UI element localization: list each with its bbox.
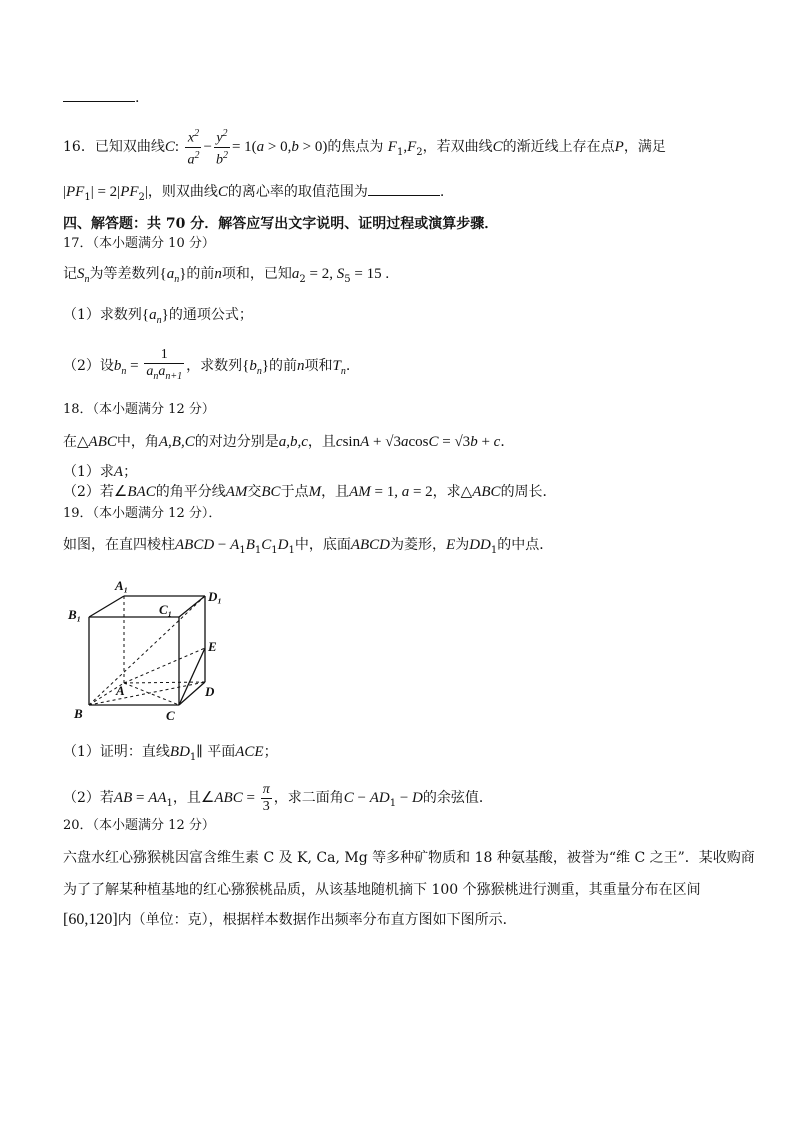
label-E: E bbox=[208, 639, 217, 654]
label-D: D bbox=[205, 684, 215, 699]
q17-stem: 记$S_n$为等差数列$\{a_n\}$的前n项和，已知$a_2 = 2$, $S_5 = 15$ . bbox=[63, 266, 390, 285]
q17-text: 项和 bbox=[304, 358, 333, 374]
q18-text: ，且 bbox=[307, 434, 336, 450]
label-C: C bbox=[166, 708, 175, 723]
q19-text: （2）若 bbox=[63, 790, 114, 806]
q19-text: 的中点． bbox=[497, 537, 554, 553]
q18-text: 于点 bbox=[280, 484, 309, 500]
q18-part2: （2）若∠BAC的角平分线AM交BC于点M，且AM = 1, a = 2，求△ABC的周长． bbox=[63, 484, 557, 500]
q19-text: （1）证明：直线 bbox=[63, 744, 170, 760]
q16-text: ，则双曲线 bbox=[147, 184, 218, 200]
q20-line2: 为了了解某种植基地的红心猕猴桃品质，从该基地随机摘下 100 个猕猴桃进行测重，其重量分布在区间 bbox=[63, 882, 701, 898]
q17-text: 为等差数列 bbox=[89, 266, 160, 282]
q16-text: 的离心率的取值范围为 bbox=[227, 184, 368, 200]
q16-text: ，满足 bbox=[623, 139, 666, 156]
q16-text: 已知双曲线 bbox=[94, 139, 165, 156]
fraction-x2-a2: $\frac{x^2}{a^2}$ bbox=[187, 128, 200, 168]
interval: [60,120] bbox=[63, 911, 118, 928]
q18-text: ． bbox=[500, 434, 515, 450]
q18-header: 18．（本小题满分 12 分） bbox=[63, 402, 215, 417]
q17-header: 17．（本小题满分 10 分） bbox=[63, 236, 215, 251]
q17-text: . bbox=[345, 358, 351, 374]
q18-part1: （1）求A； bbox=[63, 464, 138, 480]
q17-text: （2）设 bbox=[63, 358, 114, 374]
q19-text: ，且 bbox=[172, 790, 201, 806]
q17-text: （1）求数列 bbox=[63, 307, 142, 323]
q16-line1: 16．已知双曲线C: $\frac{x^2}{a^2}$ − $\frac{y^2}{b^2}$ = 1(a > 0,b > 0)的焦点为 $F_1,F_2$，若双曲线C的渐近线上存在点P，满足 bbox=[63, 128, 666, 168]
q16-line2: $|PF_1| = 2|PF_2|$，则双曲线C的离心率的取值范围为 . bbox=[63, 184, 445, 203]
label-A: A bbox=[116, 683, 125, 698]
q17-text: ，求数列 bbox=[186, 358, 243, 374]
q17-text: 的通项公式； bbox=[168, 307, 253, 323]
q17-text: 项和，已知 bbox=[221, 266, 292, 282]
q19-text: 中，底面 bbox=[294, 537, 351, 553]
q20-header: 20．（本小题满分 12 分） bbox=[63, 818, 215, 833]
fraction-1-anan1: $\frac{1}{a_na_{n+1}}$ bbox=[146, 347, 183, 382]
label-B1: B₁ bbox=[68, 607, 82, 622]
q18-text: （1）求 bbox=[63, 464, 114, 480]
q15-period: . bbox=[135, 90, 140, 106]
q19-text: ，求二面角 bbox=[273, 790, 344, 806]
label-C1: C₁ bbox=[159, 602, 173, 617]
q18-text: （2）若 bbox=[63, 484, 114, 500]
fraction-pi-3: $\frac{\pi}{3}$ bbox=[262, 781, 270, 814]
fraction-y2-b2: $\frac{y^2}{b^2}$ bbox=[215, 128, 228, 168]
q17-text: 的前 bbox=[269, 358, 298, 374]
q19-text: 的余弦值． bbox=[422, 790, 493, 806]
q18-text: 的对边分别是 bbox=[194, 434, 279, 450]
q19-part1: （1）证明：直线$BD_1\parallel$ 平面ACE； bbox=[63, 744, 278, 763]
q19-part2: （2）若AB = $AA_1$，且∠ABC = $\frac{\pi}{3}$ ，求二面角$C - AD_1 - D$的余弦值． bbox=[63, 781, 493, 814]
q18-text: 交 bbox=[247, 484, 262, 500]
q17-part1: （1）求数列$\{a_n\}$的通项公式； bbox=[63, 307, 253, 326]
q18-text: ，求 bbox=[432, 484, 461, 500]
q18-text: 的周长． bbox=[500, 484, 557, 500]
q20-line1: 六盘水红心猕猴桃因富含维生素 C 及 K, Ca, Mg 等多种矿物质和 18 种氨基酸，被誉为“维 C 之王”．某收购商 bbox=[63, 850, 755, 866]
q20-line3 bbox=[63, 910, 517, 930]
q19-stem: 如图，在直四棱柱ABCD − $A_1B_1C_1D_1$中，底面ABCD为菱形，E为$DD_1$的中点． bbox=[63, 537, 554, 556]
q19-text: ∥ 平面 bbox=[196, 744, 236, 760]
q19-text: 如图，在直四棱柱 bbox=[63, 537, 175, 553]
q19-text: 为菱形， bbox=[390, 537, 447, 553]
q18-stem: 在△ABC中，角A,B,C的对边分别是a,b,c，且csinA + √3acosC = √3b + c． bbox=[63, 434, 515, 450]
q18-text: ； bbox=[123, 464, 138, 480]
q18-text: 的角平分线 bbox=[155, 484, 226, 500]
label-B: B bbox=[74, 706, 83, 721]
q18-text: ，且 bbox=[321, 484, 350, 500]
q17-part2: （2）设$b_n$ = $\frac{1}{a_na_{n+1}}$ ，求数列$\{b_n\}$的前n项和$T_n$. bbox=[63, 346, 350, 392]
label-A1: A₁ bbox=[115, 578, 129, 593]
section-heading: 四、解答题：共 70 分．解答应写出文字说明、证明过程或演算步骤． bbox=[63, 216, 499, 232]
q18-text: 中，角 bbox=[116, 434, 159, 450]
q20-text: 内（单位：克），根据样本数据作出频率分布直方图如下图所示． bbox=[117, 912, 517, 928]
q16-text: 的渐近线上存在点 bbox=[502, 139, 615, 156]
answer-blank bbox=[63, 89, 135, 102]
q15-answer-line bbox=[63, 88, 139, 108]
q17-text: 的前 bbox=[186, 266, 215, 282]
q19-text: 为 bbox=[455, 537, 470, 553]
q19-header: 19．（本小题满分 12 分）． bbox=[63, 506, 222, 521]
label-D1: D₁ bbox=[208, 589, 222, 604]
q16-number: 16． bbox=[63, 139, 95, 156]
q16-text: ，若双曲线 bbox=[422, 139, 493, 156]
prism-figure bbox=[62, 570, 242, 730]
q18-text: 在 bbox=[63, 434, 77, 450]
answer-blank bbox=[368, 183, 440, 196]
q16-text: 的焦点为 bbox=[327, 139, 384, 156]
q17-text: 记 bbox=[63, 266, 77, 282]
q16-text: . bbox=[439, 184, 445, 200]
q19-text: ； bbox=[263, 744, 278, 760]
